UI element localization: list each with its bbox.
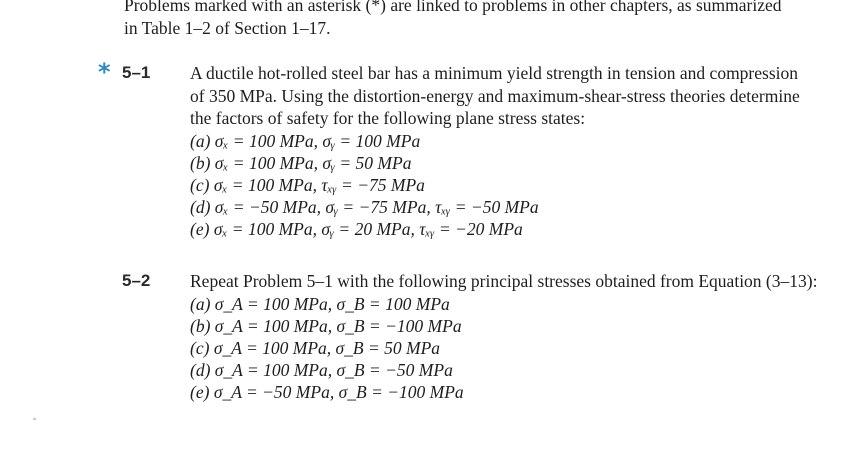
subproblem-item	[190, 337, 850, 359]
subproblem-label: (e)	[190, 218, 214, 239]
subproblem-item	[190, 315, 850, 337]
subproblem-label: (c)	[190, 174, 214, 195]
problem-body	[190, 270, 850, 403]
subproblem-label: (a)	[190, 293, 215, 314]
subproblem-item	[190, 152, 850, 174]
problem-text-line: the factors of safety for the following plane stress states:	[190, 108, 586, 128]
subproblem-item	[190, 130, 850, 152]
subproblem-label: (d)	[190, 196, 215, 217]
problem-text-line: of 350 MPa. Using the distortion-energy and maximum-shear-stress theories determine	[190, 85, 800, 106]
stress-expression: σ_A = 100 MPa, σ_B = 50 MPa	[213, 337, 441, 358]
stress-expression: σₓ = 100 MPa, σᵧ = 50 MPa	[214, 152, 412, 173]
subproblem-label: (b)	[190, 315, 215, 336]
stress-expression: σₓ = 100 MPa, σᵧ = 100 MPa	[214, 130, 421, 151]
subproblem-item	[190, 174, 850, 196]
problem-text-line: Repeat Problem 5–1 with the following principal stresses obtained from Equation (3–13):	[190, 271, 818, 291]
stress-expression: σ_A = −50 MPa, σ_B = −100 MPa	[213, 381, 464, 402]
subproblem-item	[190, 293, 850, 315]
subproblem-label: (e)	[190, 381, 214, 402]
intro-line: Problems marked with an asterisk (*) are linked to problems in other chapters, as summarized	[124, 0, 782, 15]
stress-expression: σ_A = 100 MPa, σ_B = 100 MPa	[214, 293, 450, 314]
subproblem-item	[190, 196, 850, 218]
problem-number-block	[80, 270, 178, 294]
stress-expression: σ_A = 100 MPa, σ_B = −100 MPa	[214, 315, 462, 336]
stress-expression: σₓ = 100 MPa, τₓᵧ = −75 MPa	[213, 174, 425, 195]
problem-number: 5–2	[122, 271, 151, 290]
stress-expression: σₓ = 100 MPa, σᵧ = 20 MPa, τₓᵧ = −20 MPa	[213, 218, 523, 239]
asterisk-icon: *	[98, 58, 111, 86]
page-speck	[33, 418, 36, 420]
stress-expression: σ_A = 100 MPa, σ_B = −50 MPa	[214, 359, 453, 380]
subproblem-item	[190, 359, 850, 381]
subproblem-label: (d)	[190, 359, 215, 380]
subproblem-item	[190, 218, 850, 240]
problem-number: 5–1	[122, 63, 151, 82]
subproblem-label: (b)	[190, 152, 215, 173]
intro-paragraph	[124, 0, 844, 40]
stress-expression: σₓ = −50 MPa, σᵧ = −75 MPa, τₓᵧ = −50 MPa	[214, 196, 539, 217]
subproblem-item	[190, 381, 850, 403]
problem-body	[190, 62, 850, 240]
intro-line: in Table 1–2 of Section 1–17.	[124, 18, 331, 38]
subproblem-label: (a)	[190, 130, 215, 151]
problem-number-block	[80, 58, 178, 86]
subproblem-label: (c)	[190, 337, 214, 358]
problem-text-line: A ductile hot-rolled steel bar has a minimum yield strength in tension and compression	[190, 63, 799, 83]
